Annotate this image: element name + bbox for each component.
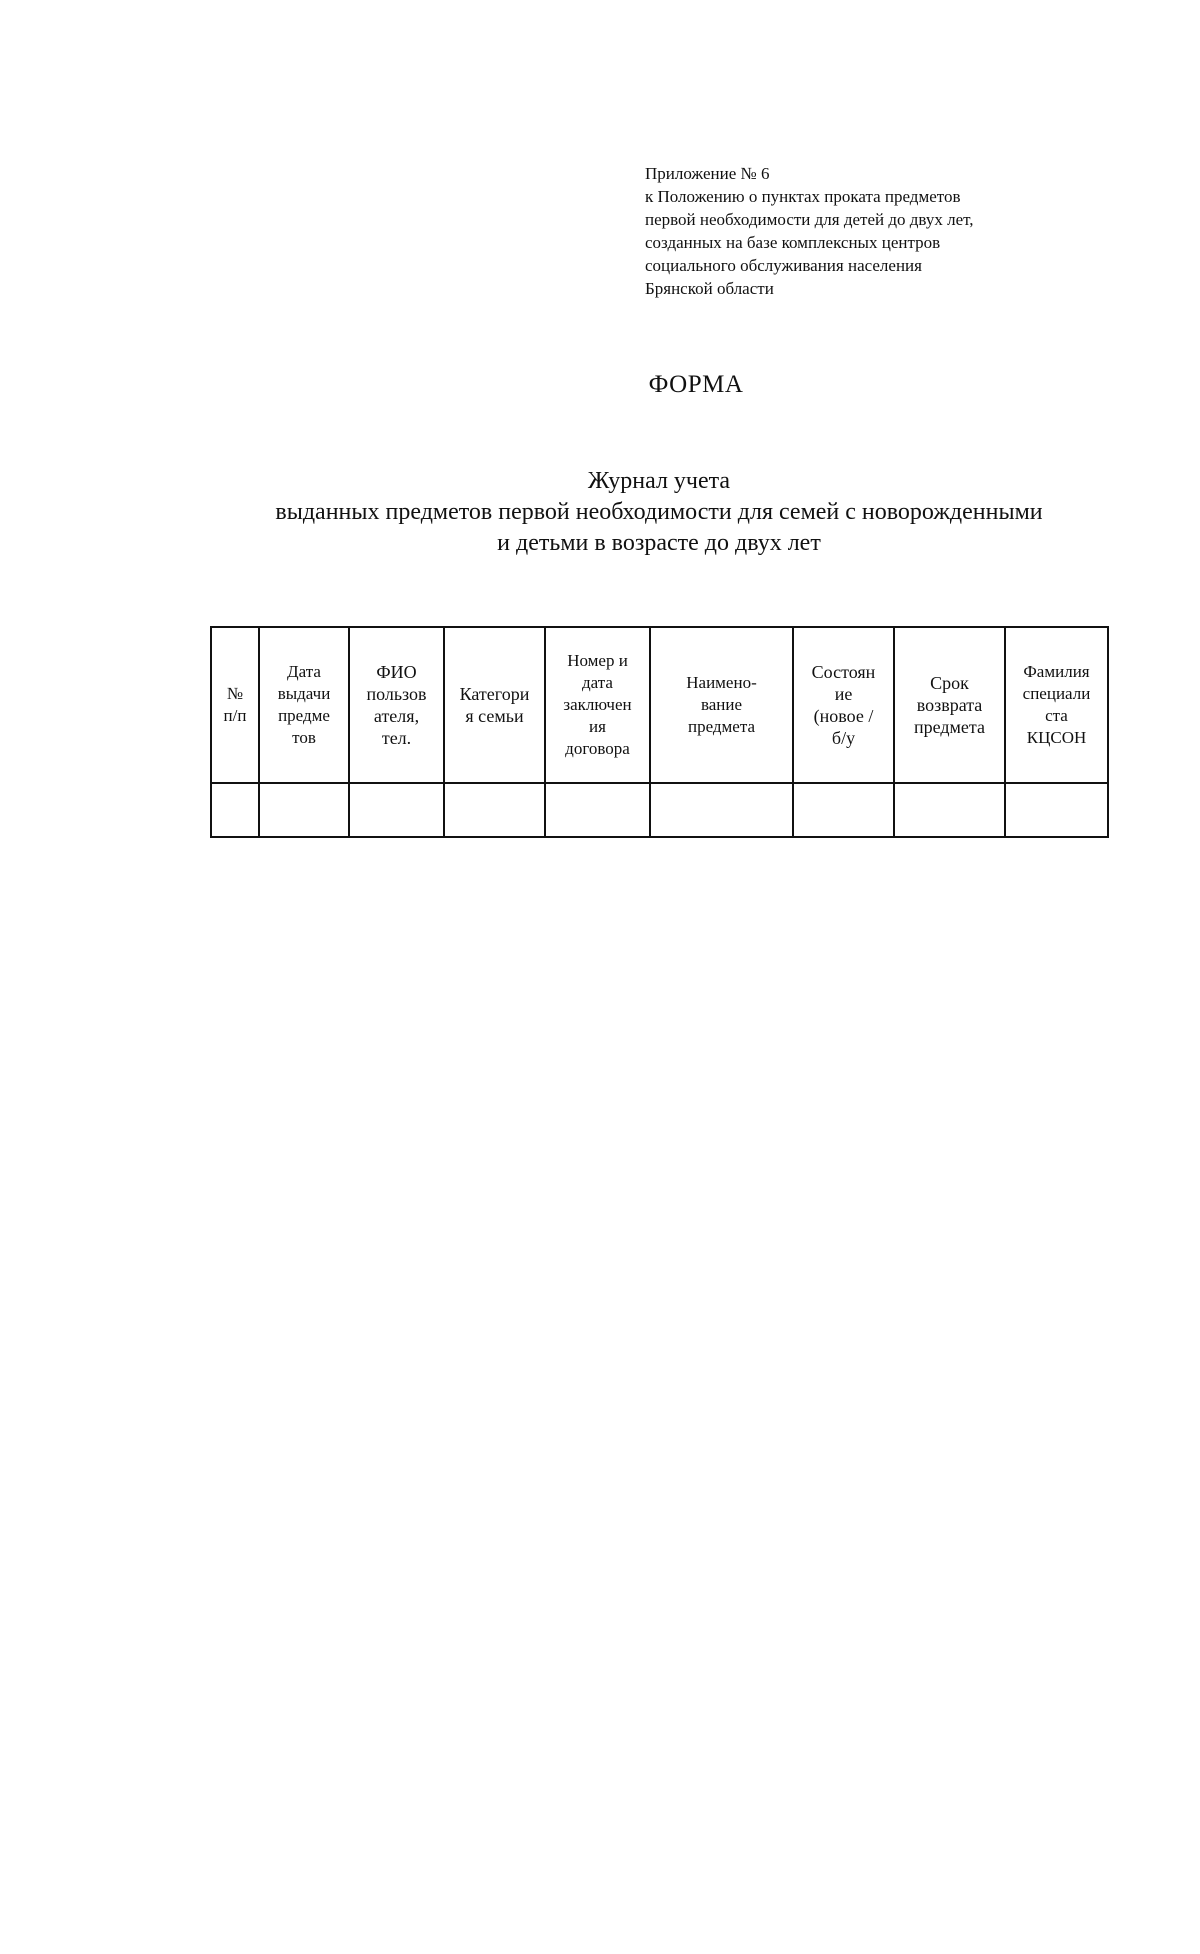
appendix-line: к Положению о пунктах проката предметов: [645, 187, 961, 206]
appendix-line: Брянской области: [645, 279, 774, 298]
column-header-specialist: Фамилия специали ста КЦСОН: [1005, 627, 1108, 783]
journal-title-line: Журнал учета: [587, 468, 731, 494]
column-header-number: № п/п: [211, 627, 259, 783]
appendix-header: [645, 162, 1105, 300]
table-cell: [349, 783, 444, 837]
table-cell: [894, 783, 1005, 837]
journal-title-line: и детьми в возрасте до двух лет: [497, 530, 821, 556]
journal-title: [0, 466, 1200, 559]
journal-table: [210, 626, 1109, 838]
column-header-contract: Номер и дата заключен ия договора: [545, 627, 650, 783]
appendix-line: первой необходимости для детей до двух лет,: [645, 210, 974, 229]
column-header-family-category: Категори я семьи: [444, 627, 545, 783]
appendix-line: созданных на базе комплексных центров: [645, 233, 941, 252]
column-header-condition: Состоян ие (новое / б/у: [793, 627, 894, 783]
column-header-user-name: ФИО пользов ателя, тел.: [349, 627, 444, 783]
table-header-row: [211, 627, 1108, 783]
table-cell: [259, 783, 349, 837]
table-cell: [650, 783, 793, 837]
form-label: ФОРМА: [648, 371, 744, 398]
table-row: [211, 783, 1108, 837]
table-cell: [444, 783, 545, 837]
column-header-return-date: Срок возврата предмета: [894, 627, 1005, 783]
table-cell: [211, 783, 259, 837]
column-header-item-name: Наимено- вание предмета: [650, 627, 793, 783]
appendix-line: социального обслуживания населения: [645, 256, 922, 275]
table-cell: [545, 783, 650, 837]
appendix-line: Приложение № 6: [645, 164, 770, 183]
column-header-issue-date: Дата выдачи предме тов: [259, 627, 349, 783]
journal-title-line: выданных предметов первой необходимости для семей с новорожденными: [275, 499, 1043, 525]
table-cell: [1005, 783, 1108, 837]
table-cell: [793, 783, 894, 837]
